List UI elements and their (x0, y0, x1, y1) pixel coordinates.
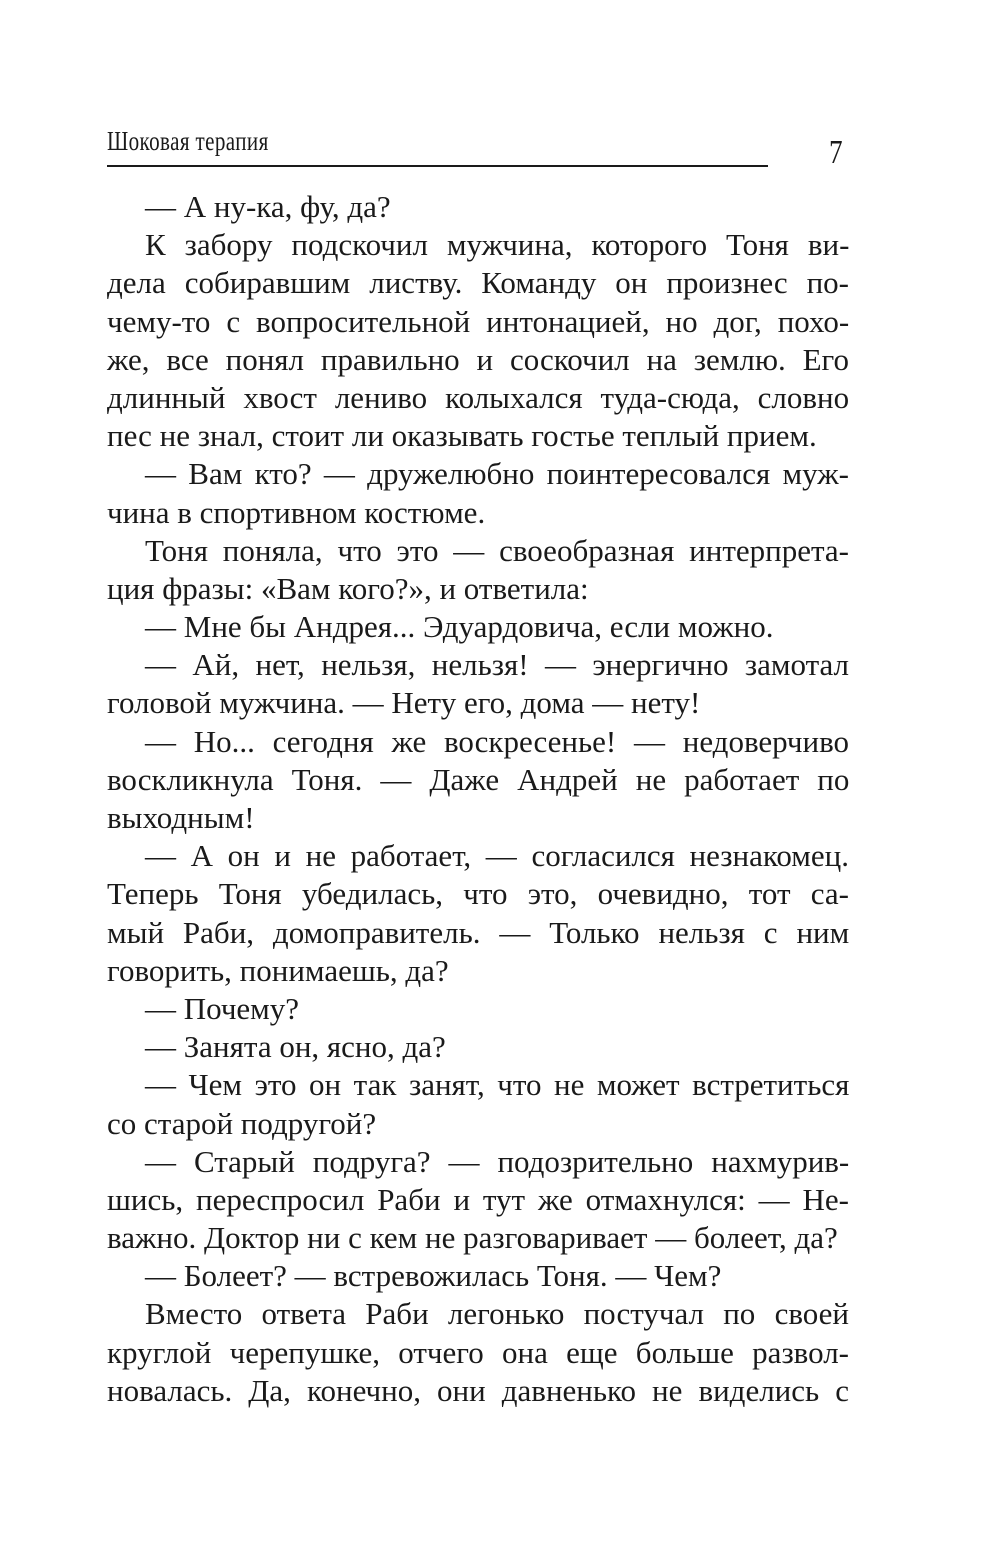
text-line: — Вам кто? — дружелюбно поинтересовался муж- (145, 456, 849, 492)
text-line: выходным! (107, 800, 255, 835)
text-line: — Почему? (145, 990, 300, 1026)
text-line: — Мне бы Андрея... Эдуардовича, если можно. (145, 609, 774, 645)
text-line: чина в спортивном костюме. (107, 494, 486, 530)
text-line: — Но... сегодня же воскресенье! — недоверчиво (145, 723, 849, 759)
running-head-title: Шоковая терапия (107, 126, 269, 156)
text-line: — Ай, нет, нельзя, нельзя! — энергично замотал (145, 647, 849, 683)
text-line: круглой черепушке, отчего она еще больше развол- (107, 1334, 849, 1370)
paragraph (107, 646, 849, 722)
paragraph (107, 455, 849, 531)
paragraph (107, 226, 849, 455)
text-line: Теперь Тоня убедилась, что это, очевидно, тот са- (107, 876, 849, 912)
paragraph (107, 837, 849, 990)
text-line: К забору подскочил мужчина, которого Тоня ви- (145, 227, 850, 263)
text-line: со старой подругой? (107, 1105, 377, 1141)
text-line: — Болеет? — встревожилась Тоня. — Чем? (145, 1258, 722, 1294)
paragraph (107, 723, 849, 838)
text-line: воскликнула Тоня. — Даже Андрей не работает по (107, 761, 850, 797)
text-line: мый Раби, домоправитель. — Только нельзя с ним (107, 914, 850, 950)
text-line: новалась. Да, конечно, они давненько не виделись с (107, 1372, 849, 1408)
paragraph (107, 1028, 849, 1066)
text-line: — А ну-ка, фу, да? (145, 189, 391, 224)
text-line: важно. Доктор ни с кем не разговаривает — болеет, да? (107, 1220, 838, 1256)
header-rule (107, 165, 768, 167)
text-line: Тоня поняла, что это — своеобразная интерпрета- (145, 532, 849, 568)
text-line: — А он и не работает, — согласился незнакомец. (145, 838, 849, 874)
text-line: — Занята он, ясно, да? (145, 1029, 446, 1065)
paragraph (107, 532, 849, 608)
text-line: — Чем это он так занят, что не может встретиться (145, 1067, 850, 1103)
paragraph (107, 608, 849, 646)
paragraph (107, 1143, 849, 1258)
text-line: шись, переспросил Раби и тут же отмахнулся: — Не- (107, 1181, 849, 1217)
paragraph (107, 1295, 849, 1410)
body-text (107, 188, 849, 1410)
paragraph (107, 1257, 849, 1295)
text-line: говорить, понимаешь, да? (107, 952, 449, 988)
text-line: же, все понял правильно и соскочил на землю. Его (107, 341, 849, 377)
text-line: Вместо ответа Раби легонько постучал по своей (145, 1296, 849, 1332)
paragraph (107, 990, 849, 1028)
text-line: чему-то с вопросительной интонацией, но дог, похо- (107, 303, 850, 339)
page-number: 7 (829, 134, 843, 171)
text-line: длинный хвост лениво колыхался туда-сюда, словно (107, 379, 850, 415)
text-line: ция фразы: «Вам кого?», и ответила: (107, 570, 589, 606)
paragraph (107, 1066, 849, 1142)
text-line: дела собиравшим листву. Команду он произнес по- (107, 265, 849, 301)
text-line: головой мужчина. — Нету его, дома — нету! (107, 685, 701, 721)
text-line: — Старый подруга? — подозрительно нахмурив- (145, 1143, 850, 1179)
paragraph (107, 188, 849, 226)
text-line: пес не знал, стоит ли оказывать гостье теплый прием. (107, 418, 817, 454)
